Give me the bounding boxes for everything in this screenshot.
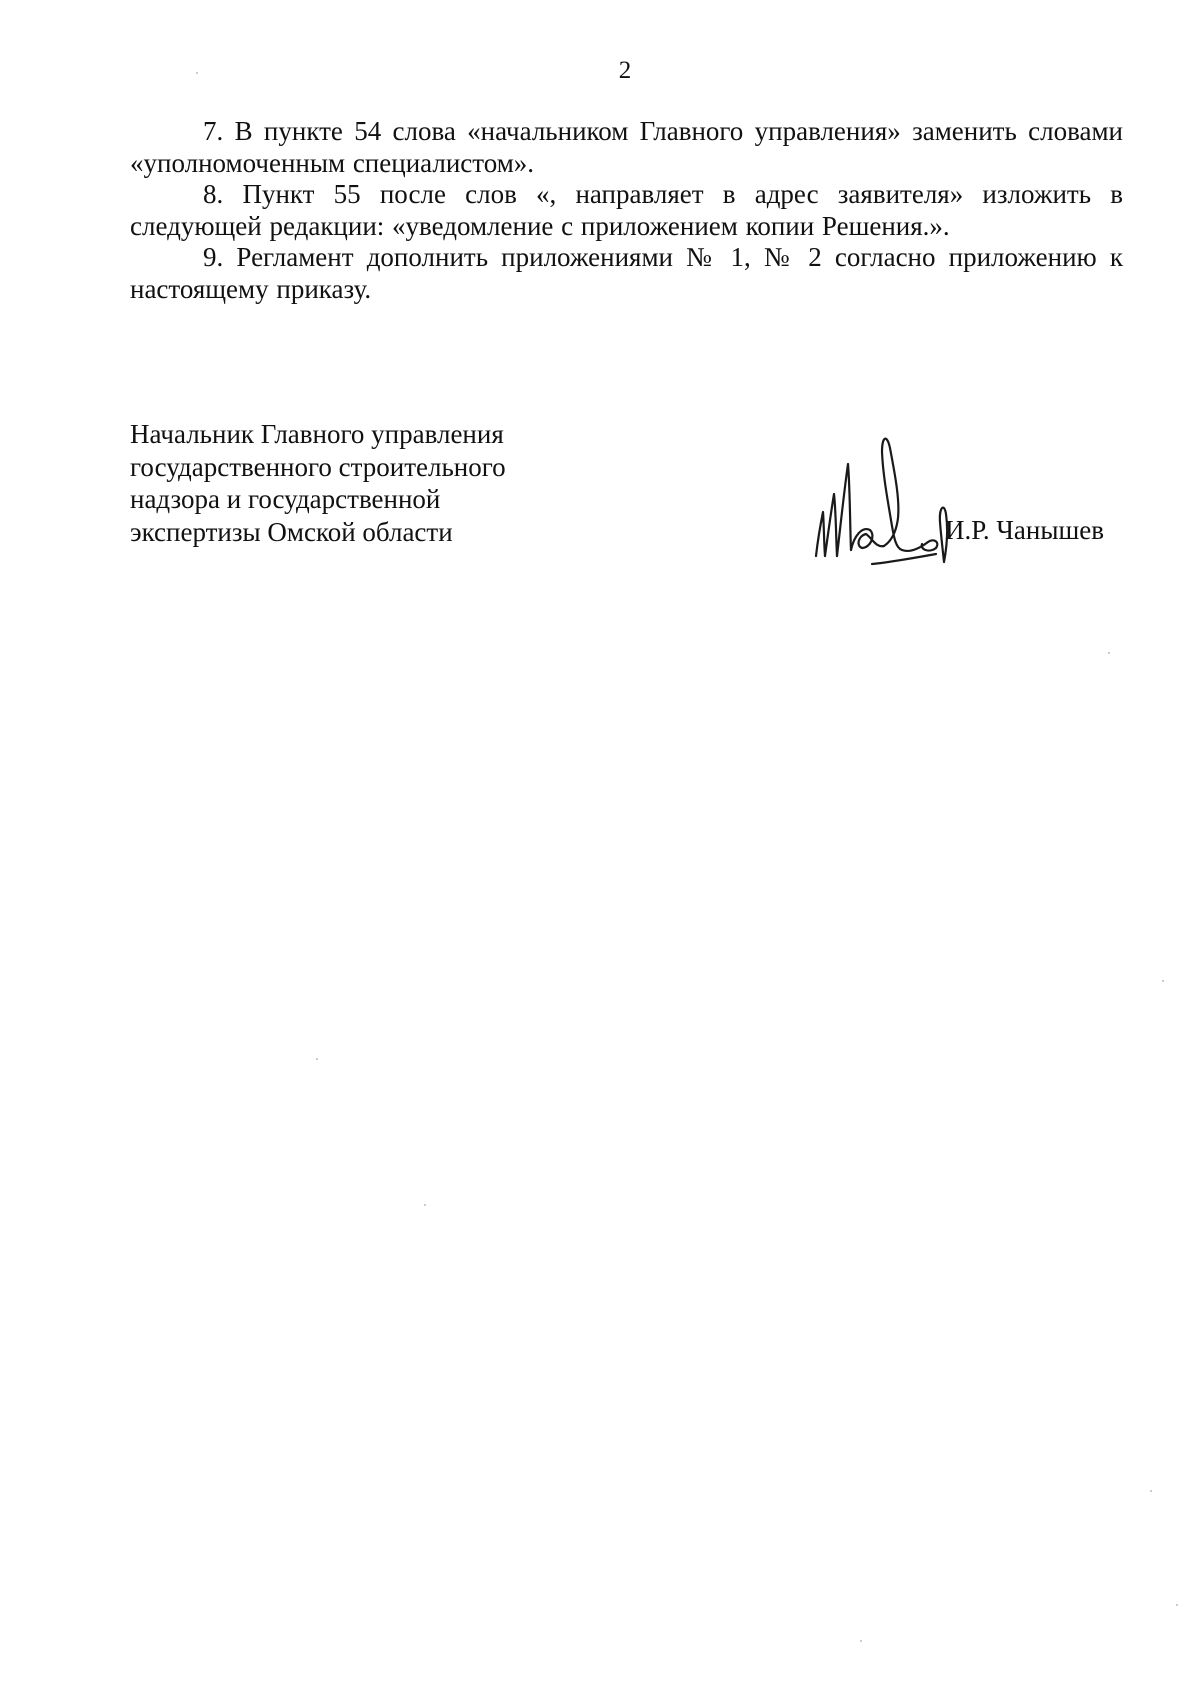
scan-artifact (1162, 980, 1164, 982)
scan-artifact (1150, 1490, 1152, 1492)
signature-stroke (816, 512, 825, 556)
paragraph-item-9: 9. Регламент дополнить приложениями № 1, № 2 согласно приложению к настоящему приказу. (130, 242, 1123, 304)
page-number: 2 (618, 57, 632, 84)
signatory-position-line: Начальник Главного управления (130, 419, 504, 449)
signatory-position-line: экспертизы Омской области (130, 516, 453, 547)
handwritten-signature (810, 430, 950, 570)
paragraph-item-8: 8. Пункт 55 после слов «, направляет в адрес заявителя» изложить в следующей редакции: «уведомление с приложением копии Решения.». (130, 179, 1123, 241)
signature-stroke (882, 439, 902, 550)
signatory-position-line: государственного строительного (130, 451, 506, 482)
scan-artifact (196, 72, 198, 74)
signature-stroke (837, 464, 851, 556)
signature-stroke (902, 540, 937, 551)
signatory-position (130, 418, 690, 548)
signature-stroke (851, 529, 884, 550)
signature-stroke (825, 494, 837, 556)
scan-artifact (424, 1204, 426, 1206)
document-body (130, 116, 1123, 305)
signature-stroke (872, 554, 936, 564)
scan-artifact (1108, 652, 1110, 654)
scan-artifact (316, 1058, 318, 1060)
scan-artifact (860, 1640, 862, 1642)
signatory-position-line: надзора и государственной (130, 484, 441, 514)
scan-artifact (1176, 1604, 1178, 1606)
signer-name: И.Р. Чанышев (945, 515, 1105, 545)
paragraph-item-7: 7. В пункте 54 слова «начальником Главного управления» заменить словами «уполномоченным специалистом». (130, 116, 1123, 178)
